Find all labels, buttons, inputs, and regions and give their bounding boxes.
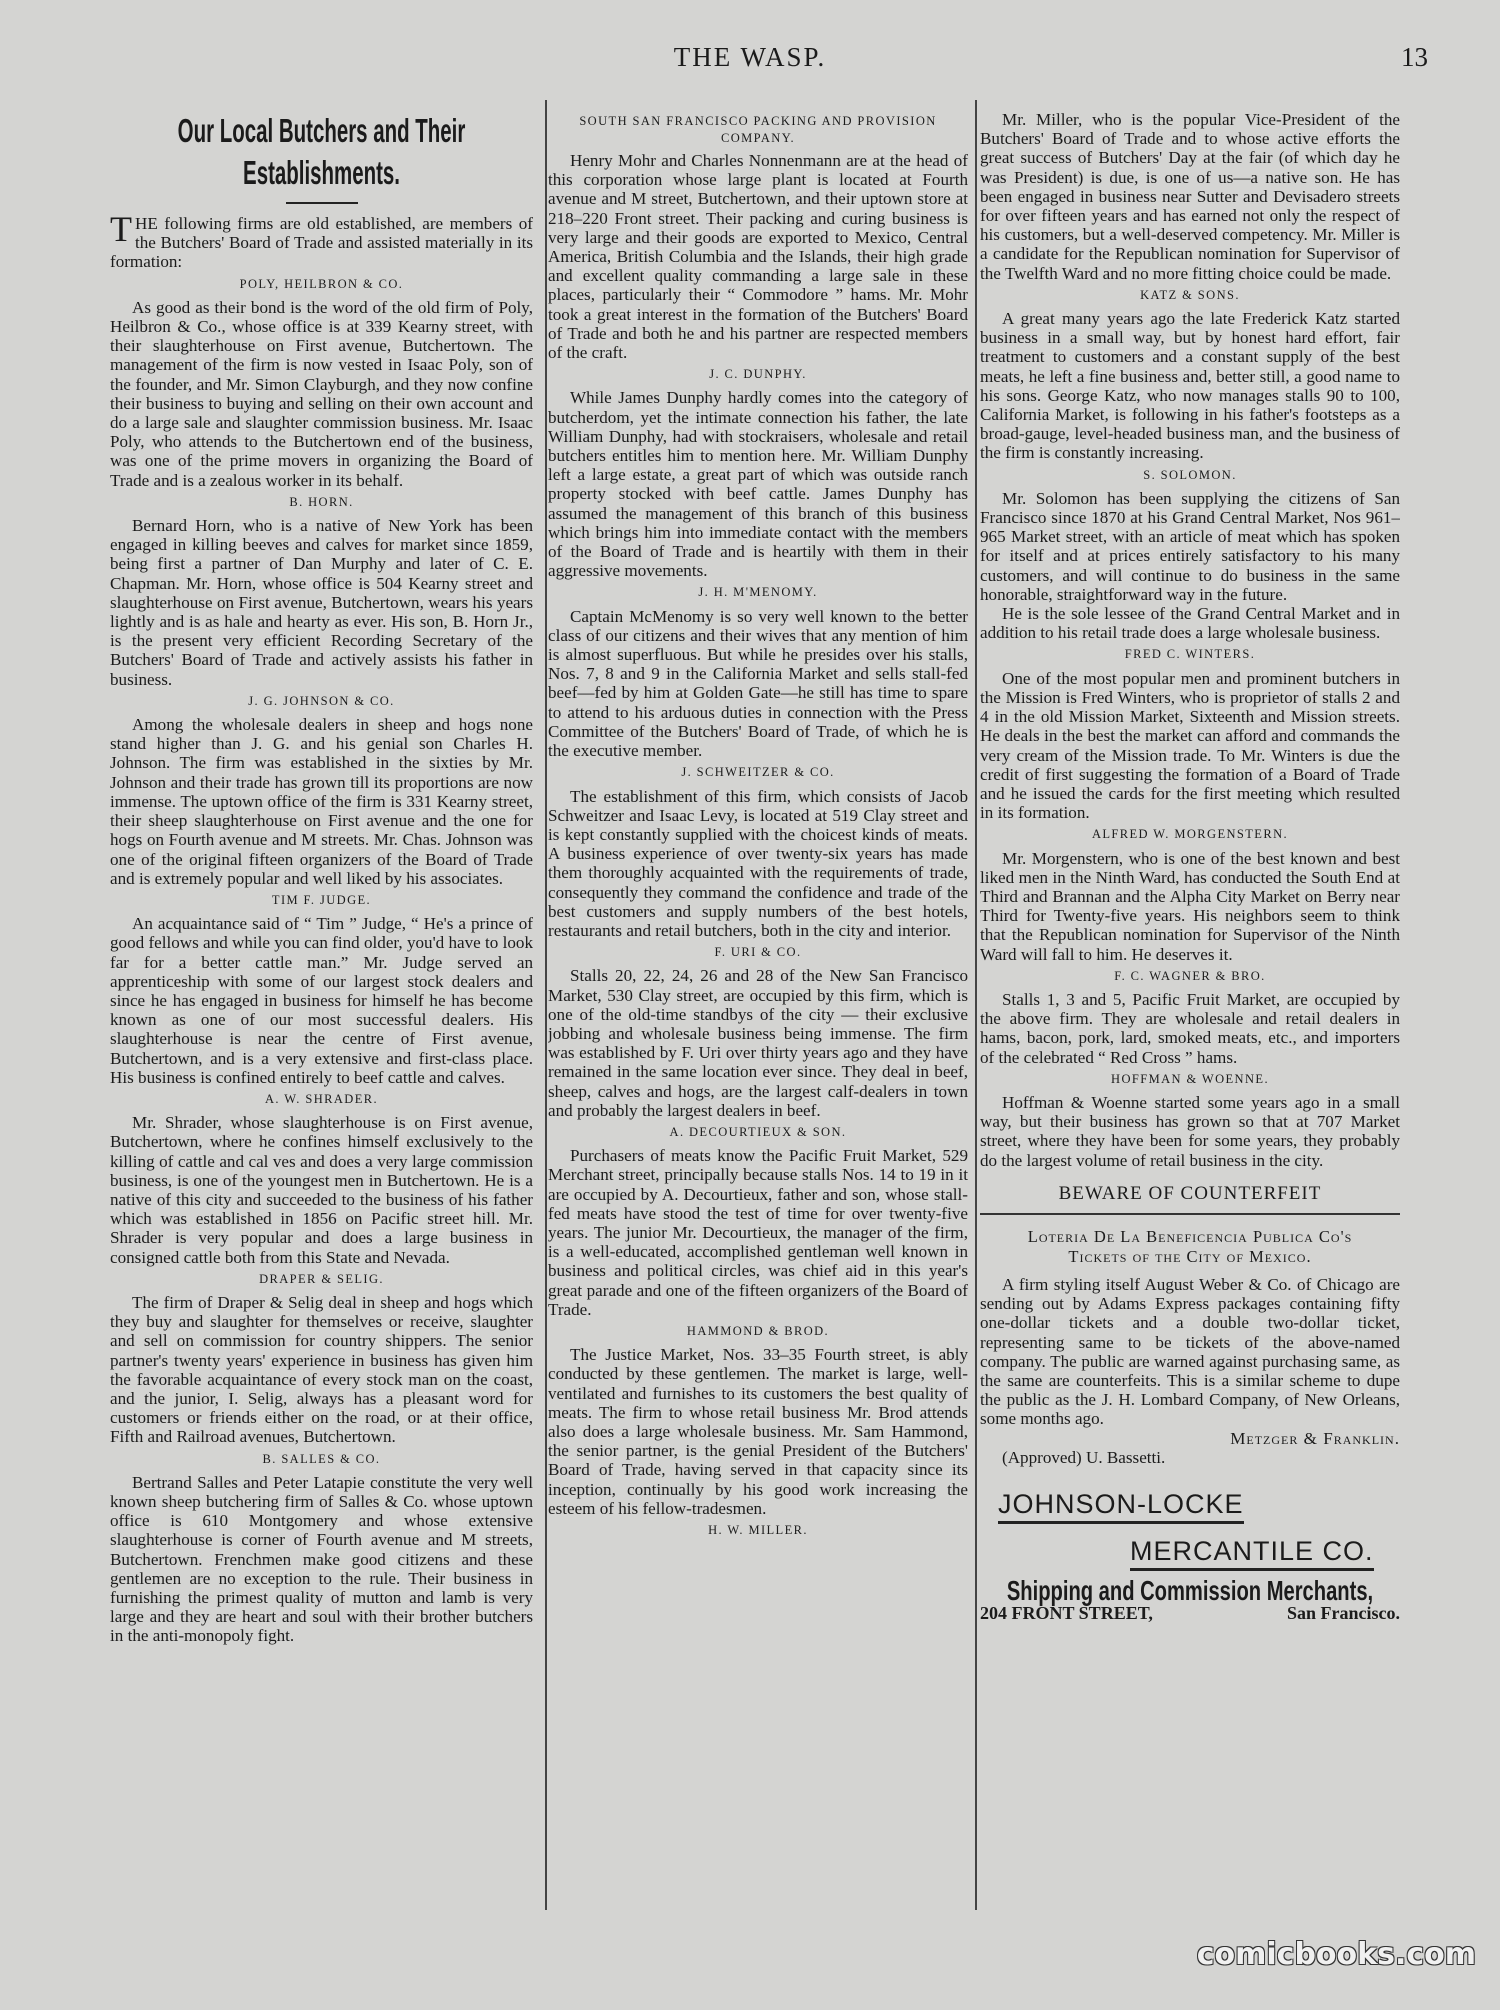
section-body: Purchasers of meats know the Pacific Fruit Market, 529 Merchant street, principally because stalls Nos. 14 to 19 in it are occupied by A. Decourtieux, father and son, whose stall-fed meats have stood the test of time for over twenty-five years. The junior Mr. Decourtieux, the manager of the firm, is a well-educated, accomplished gentleman well known in business and political circles, was chief aid in this year's great parade and one of the fifteen organizers of the Board of Trade. [548,1146,968,1319]
ad-address: 204 FRONT STREET, [980,1603,1153,1624]
section-heading: F. URI & CO. [714,945,802,960]
ad-city: San Francisco. [1286,1603,1400,1624]
watermark: comicbooks.com [1196,1937,1476,1972]
section-body: Stalls 1, 3 and 5, Pacific Fruit Market, are occupied by the above firm. They are wholesale and retail dealers in hams, bacon, pork, lard, smoked meats, etc., and importers of the celebrated “ Red Cross ” hams. [980,989,1400,1067]
notice-subheading: Loteria De La Beneficencia Publica Co's [1027,1226,1353,1246]
column-divider [545,100,547,1910]
section-body: A great many years ago the late Frederick Katz started business in a small way, but by honest hard effort, fair treatment to customers and a constant supply of the best meats, he left a fine business and, better still, a good name to his sons. George Katz, who now manages stalls 90 to 100, California Market, is following in his father's footsteps as a broad-gauge, level-headed business man, and the business of the firm is constantly increasing. [980,309,1400,463]
publication-title: THE WASP. [673,42,827,72]
section-heading: J. C. DUNPHY. [709,367,807,382]
section-heading: TIM F. JUDGE. [271,892,372,907]
section-body: Among the wholesale dealers in sheep and hogs none stand higher than J. G. and his genial son Charles H. Johnson. The firm was established in the sixties by Mr. Johnson and their trade has grown till its proportions are now immense. The uptown office of the firm is 331 Kearny street, their sheep slaughterhouse on First avenue and the one for hogs on Fourth avenue and M streets. Mr. Chas. Johnson was one of the original fifteen organizers of the Board of Trade and is extremely popular and well liked by his associates. [110,715,533,888]
section-body: The Justice Market, Nos. 33–35 Fourth street, is ably conducted by these gentlemen. The market is large, well-ventilated and furnishes to its customers the best quality of meats. The firm to whose retail business Mr. Brod attends also does a large wholesale business. Mr. Sam Hammond, the senior partner, is the genial President of the Butchers' Board of Trade, having served in that capacity since its inception, continually by his good work increasing the esteem of his fellow-tradesmen. [548,1345,968,1518]
section-heading: F. C. WAGNER & BRO. [1114,968,1266,983]
section-body: Mr. Shrader, whose slaughterhouse is on First avenue, Butchertown, where he confines himself exclusively to the killing of cattle and cal ves and does a very large commission business, is one of the youngest men in Butchertown. He is a native of this city and succeeded to the business of his father which was established in 1856 on Pacific street hill. Mr. Shrader is very popular and does a large business in consigned cattle both from this State and Nevada. [110,1113,533,1267]
title-divider [286,202,358,204]
ad-company-name: MERCANTILE CO. [1130,1534,1374,1571]
section-heading: H. W. MILLER. [708,1523,808,1538]
section-body: Hoffman & Woenne started some years ago in a small way, but their business has grown so that at 707 Market street, where they have been for some years, they probably do the largest volume of retail business in the city. [980,1092,1400,1170]
section-heading: A. DECOURTIEUX & SON. [669,1124,847,1139]
column-divider [975,100,977,1910]
section-body: While James Dunphy hardly comes into the category of butcherdom, yet the intimate connection his father, the late William Dunphy, had with stockraisers, wholesale and retail butchers entitles him to mention here. Mr. William Dunphy left a large estate, a great part of which was outside ranch property stocked with beef cattle. James Dunphy has assumed the management of this branch of this business which brings him into immediate contact with the members of the Board of Trade and is heartily with them in their aggressive movements. [548,388,968,581]
section-heading: B. HORN. [289,494,354,509]
ad-company-name: JOHNSON-LOCKE [998,1487,1244,1524]
drop-cap: T [110,209,132,249]
section-heading: J. G. JOHNSON & CO. [248,693,395,708]
section-heading: POLY, HEILBRON & CO. [239,276,404,291]
section-body: As good as their bond is the word of the old firm of Poly, Heilbron & Co., whose office is at 339 Kearny street, with their slaughterhouse on First avenue, Butchertown. The management of the firm is now vested in Isaac Poly, son of the founder, and Mr. Simon Clayburgh, and they now confine their business to buying and selling on their own account and do a large sale and slaughter commission business. Mr. Isaac Poly, who attends to the Butchertown end of the business, was one of the prime movers in organizing the Board of Trade and is a zealous worker in its behalf. [110,297,533,490]
section-heading: HOFFMAN & WOENNE. [1111,1071,1269,1086]
page-number: 13 [1401,42,1428,72]
section-heading: ALFRED W. MORGENSTERN. [1091,827,1289,842]
section-body: The establishment of this firm, which consists of Jacob Schweitzer and Isaac Levy, is located at 519 Clay street and is kept constantly supplied with the choicest kinds of meats. A business experience of over twenty-six years has made them thoroughly acquainted with the requirements of trade, consequently they command the confidence and trade of the best customers and supply numbers of the best hotels, restaurants and retail butchers, both in the city and interior. [548,786,968,940]
advertisement [980,1487,1400,1623]
section-heading: HAMMOND & BROD. [686,1323,830,1338]
section-body: Bernard Horn, who is a native of New York has been engaged in killing beeves and calves for market since 1859, being first a partner of Dan Murphy and later of C. E. Chapman. Mr. Horn, whose office is 504 Kearny street and slaughterhouse on First avenue, Butchertown, wears his years lightly and is as hale and hearty as ever. His son, B. Horn Jr., is the present very efficient Recording Secretary of the Butchers' Board of Trade and actively assists his father in business. [110,516,533,689]
section-heading: B. SALLES & CO. [262,1451,381,1466]
section-body: Stalls 20, 22, 24, 26 and 28 of the New San Francisco Market, 530 Clay street, are occupied by this firm, which is one of the old-time standbys of the city — their exclusive jobbing and wholesale business being immense. The firm was established by F. Uri over thirty years ago and they have remained in the same location ever since. They deal in beef, sheep, calves and hogs, are the largest calf-dealers in town and probably the largest dealers in beef. [548,966,968,1120]
notice-approval: (Approved) U. Bassetti. [1002,1447,1166,1467]
section-body: An acquaintance said of “ Tim ” Judge, “ He's a prince of good fellows and while you can find older, you'd have to look far for a better cattle man.” Mr. Judge served an apprenticeship with some of our largest stock dealers and since he has engaged in business for himself he has become known as one of our most successful dealers. His slaughterhouse is near the centre of First avenue, Butchertown, and is a very extensive and first-class place. His business is confined entirely to beef cattle and calves. [110,914,533,1087]
notice-subheading: Tickets of the City of Mexico. [1068,1246,1312,1266]
section-heading: A. W. SHRADER. [264,1091,379,1106]
section-body: Mr. Morgenstern, who is one of the best known and best liked men in the Ninth Ward, has conducted the South End at Third and Brannan and the Alpha City Market on Berry near Third for Twenty-five years. His neighbors seem to think that the Republican nomination for Supervisor of the Ninth Ward will fall to him. He deserves it. [980,848,1400,964]
notice-divider [980,1213,1400,1215]
ad-address-line [980,1604,1400,1623]
section-heading: FRED C. WINTERS. [1124,647,1256,662]
section-body: Bertrand Salles and Peter Latapie constitute the very well known sheep butchering firm of Salles & Co. whose uptown office is 610 Montgomery and whose extensive slaughterhouse is corner of Fourth avenue and M streets, Butchertown. Frenchmen make good citizens and these gentlemen are no exception to the rule. Their business in furnishing the primest quality of mutton and lamb is very large and they are heart and soul with their brother butchers in the anti-monopoly fight. [110,1472,533,1646]
section-body: One of the most popular men and prominent butchers in the Mission is Fred Winters, who is proprietor of stalls 2 and 4 in the old Mission Market, Sixteenth and Mission streets. He deals in the best the market can afford and commands the very cream of the Mission trade. To Mr. Winters is due the credit of first suggesting the formation of a Board of Trade and he issued the cards for the first meeting which resulted in its formation. [980,668,1400,823]
ad-tagline: Shipping and Commission Merchants, [1006,1575,1374,1606]
running-head [0,40,1500,80]
section-heading: SOUTH SAN FRANCISCO PACKING AND PROVISION COMPANY. [579,114,937,145]
section-heading: J. SCHWEITZER & CO. [681,765,835,780]
notice-body: A firm styling itself August Weber & Co. of Chicago are sending out by Adams Express packages containing fifty one-dollar tickets and a double two-dollar ticket, representing same to be tickets of the above-named company. The public are warned against purchasing same, as the same are counterfeits. This is a similar scheme to dupe the public as the J. H. Lombard Company, of New Orleans, some months ago. [980,1274,1400,1429]
intro-paragraph: THE following firms are old established, are members of the Butchers' Board of Trade and assisted materially in its formation: [110,209,533,272]
section-body: The firm of Draper & Selig deal in sheep and hogs which they buy and slaughter for themselves or receive, slaughter and sell on commission for country shippers. The senior partner's twenty years' experience in business has given him the favorable acquaintance of every stock man on the coast, and the junior, I. Selig, always has a pleasant word for customers or friends either on the road, or at their office, Fifth and Railroad avenues, Butchertown. [110,1292,533,1447]
notice-signature: Metzger & Franklin. [1230,1428,1400,1448]
section-heading: S. SOLOMON. [1143,467,1237,482]
column-1 [110,110,533,1910]
section-body: Captain McMenomy is so very well known to the better class of our citizens and their wives that any mention of him is almost superfluous. But while he presides over his stalls, Nos. 7, 8 and 9 in the California Market and sells stall-fed beef—fed by him at Golden Gate—he still has time to spare to attend to his arduous duties in connection with the Press Committee of the Butchers' Board of Trade, of which he is the executive member. [548,606,968,761]
section-body: He is the sole lessee of the Grand Central Market and in addition to his retail trade does a large wholesale business. [980,604,1400,643]
section-body: Henry Mohr and Charles Nonnenmann are at the head of this corporation whose large plant is located at Fourth avenue and M street, Butchertown, and their uptown store at 218–220 Front street. Their packing and curing business is very large and their goods are exported to Mexico, Central America, British Columbia and the Islands, their high grade and excellent quality commanding a large sale in these places, particularly their “ Commodore ” hams. Mr. Mohr took a great interest in the formation of the Butchers' Board of Trade and both he and his partner are respected members of the craft. [548,151,968,363]
section-body: Mr. Miller, who is the popular Vice-President of the Butchers' Board of Trade and to whose active efforts the great success of Butchers' Day at the fair (of which day he was President) is due, is one of us—a native son. He has been engaged in business near Sutter and Devisadero streets for over fifteen years and has earned not only the respect of his customers, but a well-deserved competency. Mr. Miller is a candidate for the Republican nomination for Supervisor of the Twelfth Ward and no more fitting choice could be made. [980,110,1400,283]
section-heading: DRAPER & SELIG. [259,1271,384,1286]
section-heading: J. H. M'MENOMY. [698,585,818,600]
section-heading: KATZ & SONS. [1140,287,1240,302]
column-3 [980,110,1400,1910]
notice-heading: BEWARE OF COUNTERFEIT [1058,1182,1322,1204]
column-2 [548,110,968,1910]
article-title: Our Local Butchers and Their Establishments. [177,112,466,191]
section-body: Mr. Solomon has been supplying the citizens of San Francisco since 1870 at his Grand Central Market, Nos 961–965 Market street, with an article of meat which has spoken for itself and at prices entirely satisfactory to his many customers, and will continue to do business in the same honorable, straightforward way in the future. [980,488,1400,604]
